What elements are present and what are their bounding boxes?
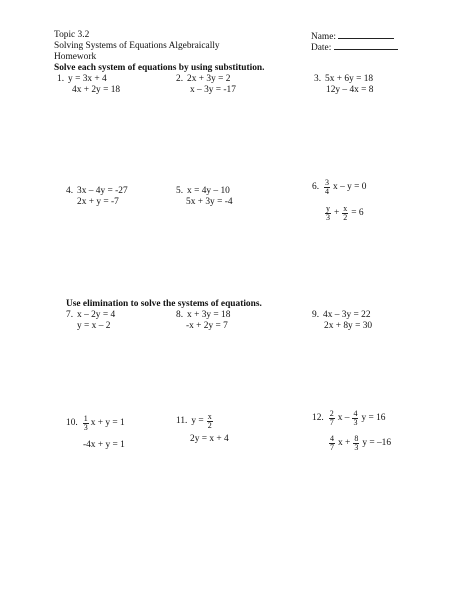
fraction: $\frac{2}{7}$ bbox=[329, 409, 334, 427]
equation-a: y = 3x + 4 bbox=[68, 74, 107, 84]
date-blank[interactable] bbox=[334, 41, 398, 50]
problem-9 bbox=[312, 310, 371, 321]
equation-a: 4x – 3y = 22 bbox=[323, 310, 371, 320]
problem-number: 10. bbox=[66, 418, 78, 429]
fraction: $\frac{x}{2}$ bbox=[207, 412, 212, 430]
problem-3 bbox=[314, 74, 373, 85]
plus-sign: + bbox=[334, 208, 340, 219]
equation-mid: x + bbox=[338, 438, 351, 449]
date-field[interactable] bbox=[311, 41, 398, 54]
problem-5 bbox=[176, 186, 230, 197]
fraction: $\frac{8}{3}$ bbox=[354, 434, 359, 452]
problem-6-eq-b bbox=[324, 205, 364, 222]
problem-number: 7. bbox=[66, 310, 74, 320]
name-blank[interactable] bbox=[338, 30, 394, 39]
problem-number: 5. bbox=[176, 186, 184, 196]
equation-a: x – 2y = 4 bbox=[77, 310, 116, 320]
equation-a: x = 4y – 10 bbox=[187, 186, 230, 196]
name-label: Name: bbox=[311, 32, 336, 42]
equation-rest: y = –16 bbox=[362, 438, 392, 449]
section1-instruction: Solve each system of equations by using substitution. bbox=[54, 63, 265, 73]
equation-a: x + 3y = 18 bbox=[187, 310, 231, 320]
problem-number: 1. bbox=[57, 74, 65, 84]
problem-number: 4. bbox=[66, 186, 74, 196]
worksheet-subtitle: Homework bbox=[54, 52, 97, 62]
problem-number: 11. bbox=[176, 416, 188, 427]
problem-3-eq-b: 12y – 4x = 8 bbox=[326, 85, 374, 95]
section2-instruction: Use elimination to solve the systems of equations. bbox=[66, 299, 262, 309]
problem-4 bbox=[66, 186, 128, 197]
problem-1 bbox=[57, 74, 107, 85]
equation-a: 3x – 4y = -27 bbox=[77, 186, 128, 196]
problem-11-eq-b: 2y = x + 4 bbox=[190, 434, 229, 444]
problem-6-eq-a bbox=[312, 179, 366, 196]
problem-2 bbox=[176, 74, 230, 85]
problem-number: 12. bbox=[312, 413, 324, 424]
problem-number: 9. bbox=[312, 310, 320, 320]
equation-rest: = 6 bbox=[351, 208, 364, 219]
problem-1-eq-b: 4x + 2y = 18 bbox=[72, 85, 121, 95]
equation-mid: x – bbox=[337, 413, 350, 424]
problem-9-eq-b: 2x + 8y = 30 bbox=[324, 321, 373, 331]
equation-rest: y = 16 bbox=[361, 413, 386, 424]
worksheet-title: Solving Systems of Equations Algebraically bbox=[54, 41, 220, 51]
fraction: $\frac{x}{2}$ bbox=[343, 204, 348, 222]
problem-12-eq-b bbox=[328, 435, 391, 452]
fraction: $\frac{1}{3}$ bbox=[83, 414, 88, 432]
problem-number: 3. bbox=[314, 74, 322, 84]
problem-7 bbox=[66, 310, 115, 321]
date-label: Date: bbox=[311, 43, 332, 53]
problem-number: 2. bbox=[176, 74, 184, 84]
problem-7-eq-b: y = x – 2 bbox=[77, 321, 111, 331]
fraction: $\frac{y}{3}$ bbox=[326, 204, 330, 222]
problem-11-eq-a bbox=[176, 413, 214, 430]
problem-8-eq-b: -x + 2y = 7 bbox=[186, 321, 228, 331]
fraction: $\frac{4}{3}$ bbox=[353, 409, 358, 427]
problem-2-eq-b: x – 3y = -17 bbox=[190, 85, 236, 95]
equation-left: y = bbox=[191, 416, 204, 427]
problem-12-eq-a bbox=[312, 410, 385, 427]
equation-a: 2x + 3y = 2 bbox=[187, 74, 231, 84]
equation-rest: x + y = 1 bbox=[90, 418, 125, 429]
problem-10-eq-a bbox=[66, 415, 125, 432]
problem-number: 8. bbox=[176, 310, 184, 320]
topic-label: Topic 3.2 bbox=[54, 30, 90, 40]
problem-8 bbox=[176, 310, 230, 321]
problem-5-eq-b: 5x + 3y = -4 bbox=[186, 197, 233, 207]
equation-a: 5x + 6y = 18 bbox=[325, 74, 374, 84]
equation-rest: x – y = 0 bbox=[333, 182, 367, 193]
fraction: $\frac{3}{4}$ bbox=[325, 178, 330, 196]
problem-4-eq-b: 2x + y = -7 bbox=[77, 197, 119, 207]
fraction: $\frac{4}{7}$ bbox=[330, 434, 334, 452]
problem-number: 6. bbox=[312, 182, 320, 193]
problem-10-eq-b: -4x + y = 1 bbox=[83, 440, 125, 450]
